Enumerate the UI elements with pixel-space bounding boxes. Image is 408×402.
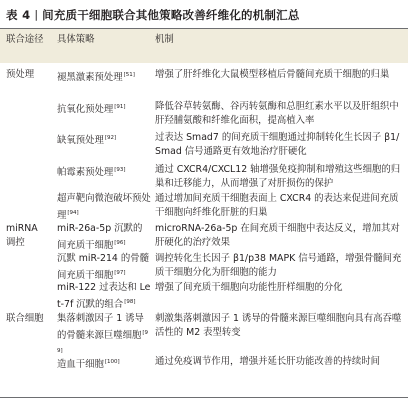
reference-marker: [98] xyxy=(124,299,136,306)
mechanism-cell: 增强了肝纤维化大鼠模型移植后骨髓间充质干细胞的归巢 xyxy=(155,69,390,80)
column-header-mechanism: 机制 xyxy=(155,34,174,45)
strategy-text: 集落刺激因子 1 诱导的骨髓来源巨噬细胞 xyxy=(57,313,144,342)
strategy-text: 抗氧化预处理 xyxy=(57,104,114,115)
strategy-text: miR-26a-5p 沉默的间充质干细胞 xyxy=(57,223,143,252)
reference-marker: [91] xyxy=(114,104,126,110)
reference-marker: [51] xyxy=(123,72,135,78)
strategy-text: 缺氧预处理 xyxy=(57,135,104,146)
strategy-text: miR-122 过表达和 Let-7f 沉默的组合 xyxy=(57,282,151,311)
strategy-cell xyxy=(57,312,151,361)
category-mirna-regulation: miRNA 调控 xyxy=(6,223,38,249)
strategy-cell xyxy=(57,131,151,148)
reference-marker: [94] xyxy=(67,210,79,217)
caption-separator: | xyxy=(34,8,39,21)
table-title: 间充质干细胞联合其他策略改善纤维化的机制汇总 xyxy=(42,7,300,22)
mechanism-cell: 调控转化生长因子 β1/p38 MAPK 信号通路，增强骨髓间充质干细胞分化为肝细胞的能力 xyxy=(155,253,402,279)
strategy-text: 超声靶向微泡破坏预处理 xyxy=(57,193,151,222)
mechanism-cell: 刺激集落刺激因子 1 诱导的骨髓来源巨噬细胞向具有高吞噬活性的 M2 表型转变 xyxy=(155,313,402,339)
strategy-cell xyxy=(57,252,151,284)
mechanism-cell: 降低谷草转氨酶、谷丙转氨酶和总胆红素水平以及肝组织中肝羟脯氨酸和纤维化面积，提高植入率 xyxy=(155,101,399,127)
mechanism-cell: 通过 CXCR4/CXCL12 轴增强免疫抑制和增殖这些细胞的归巢和迁移能力，从而增强了对肝损伤的保护 xyxy=(155,164,401,190)
mechanism-cell: 过表达 Smad7 的间充质干细胞通过抑制转化生长因子 β1/Smad 信号通路更有效地治疗肝硬化 xyxy=(155,132,400,158)
mechanism-cell: 通过增加间充质干细胞表面上 CXCR4 的表达来促进间充质干细胞向纤维化肝脏的归巢 xyxy=(155,193,399,219)
column-header-approach: 联合途径 xyxy=(6,34,44,45)
strategy-cell xyxy=(57,100,151,117)
strategy-cell xyxy=(57,192,151,224)
strategy-cell xyxy=(57,281,151,313)
strategy-cell xyxy=(57,163,151,180)
reference-marker: [92] xyxy=(104,135,117,141)
category-combined-cells: 联合细胞 xyxy=(6,313,44,324)
category-preconditioning: 预处理 xyxy=(6,69,35,80)
mechanism-cell: 增强了间充质干细胞向功能性肝样细胞的分化 xyxy=(155,282,343,293)
table-bottom-rule xyxy=(0,397,408,398)
reference-marker: [99] xyxy=(57,330,149,354)
reference-marker: [96] xyxy=(114,240,126,247)
table-label: 表 4 xyxy=(6,7,31,22)
strategy-text: 造血干细胞 xyxy=(57,359,104,370)
reference-marker: [93] xyxy=(114,167,126,173)
strategy-text: 沉默 miR-214 的骨髓间充质干细胞 xyxy=(57,253,149,282)
column-header-strategy: 具体策略 xyxy=(57,34,95,45)
reference-marker: [97] xyxy=(114,270,126,277)
strategy-cell xyxy=(57,222,151,254)
mechanism-cell: microRNA-26a-5p 在间充质干细胞中表达反义，增加其对肝硬化的治疗效果 xyxy=(155,223,400,249)
strategy-cell xyxy=(57,68,151,85)
strategy-cell xyxy=(57,355,151,372)
mechanism-cell: 通过免疫调节作用，增强并延长肝功能改善的持续时间 xyxy=(155,356,381,367)
strategy-text: 褪黑激素预处理 xyxy=(57,72,123,83)
reference-marker: [100] xyxy=(104,359,120,365)
table-caption xyxy=(6,5,300,24)
strategy-text: 帕霉素预处理 xyxy=(57,167,114,178)
